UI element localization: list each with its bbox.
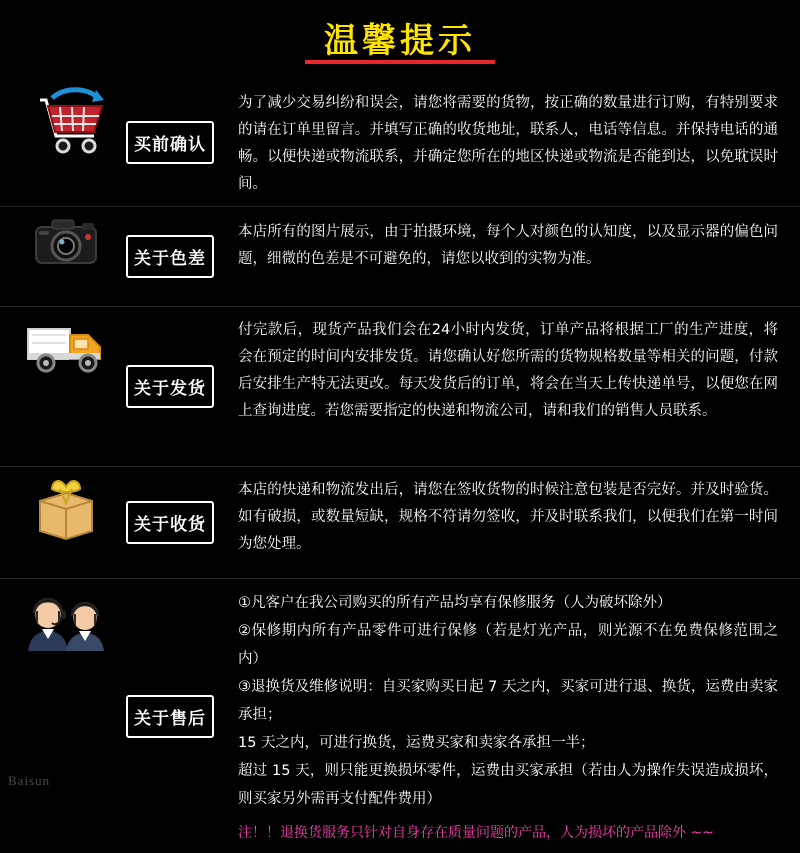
text-before-purchase [220, 84, 782, 198]
notice-row-before-purchase [0, 78, 800, 206]
text-color-difference [220, 213, 782, 273]
after-sales-line-1: ①凡客户在我公司购买的所有产品均享有保修服务（人为破坏除外） [238, 595, 672, 611]
label-text: 关于收货 [126, 501, 214, 544]
paragraph: 为了减少交易纠纷和误会，请您将需要的货物，按正确的数量进行订购，有特别要求的请在订单里留言。并填写正确的收货地址，联系人，电话等信息。并保持电话的通畅。以便快递或物流联系，并确定您所在的地区快递或物流是否能到达，以免耽误时间。 [238, 95, 778, 192]
notice-row-receiving [0, 466, 800, 578]
page-title: 温馨提示 [324, 20, 476, 61]
notice-row-after-sales [0, 578, 800, 853]
after-sales-line-4: 15 天之内，可进行换货，运费买家和卖家各承担一半； [238, 735, 595, 751]
text-receiving [220, 473, 782, 558]
text-after-sales [220, 585, 782, 847]
page-header [0, 0, 800, 78]
paragraph: 付完款后，现货产品我们会在24小时内发货，订单产品将根据工厂的生产进度，将会在预定的时间内安排发货。请您确认好您所需的货物规格数量等相关的问题，付款后安排生产特无法更改。每天发货后的订单，将会在当天上传快递单号，以便您在网上查询进度。若您需要指定的快递和物流公司，请和我们的销售人员联系。 [238, 322, 778, 419]
notice-row-color-difference [0, 206, 800, 306]
customer-service-icon [12, 585, 120, 653]
after-sales-line-3: ③退换货及维修说明：自买家购买日起 7 天之内，买家可进行退、换货，运费由卖家承担； [238, 679, 778, 723]
camera-icon [12, 213, 120, 275]
watermark: Baisun [8, 773, 51, 788]
delivery-truck-icon [12, 313, 120, 379]
label-before-purchase [120, 121, 220, 164]
label-shipping [120, 365, 220, 408]
after-sales-warning: 注！！退换货服务只针对自身存在质量问题的产品，人为损坏的产品除外 ~~ [238, 825, 714, 841]
package-box-icon [12, 473, 120, 543]
text-shipping [220, 313, 782, 425]
label-after-sales [120, 695, 220, 738]
shopping-cart-icon [12, 84, 120, 158]
title-underline [305, 60, 495, 64]
notice-row-shipping [0, 306, 800, 466]
label-receiving [120, 501, 220, 544]
label-color-difference [120, 235, 220, 278]
label-text: 关于售后 [126, 695, 214, 738]
after-sales-line-2: ②保修期内所有产品零件可进行保修（若是灯光产品，则光源不在免费保修范围之内） [238, 623, 778, 667]
paragraph: 本店所有的图片展示，由于拍摄环境，每个人对颜色的认知度，以及显示器的偏色问题，细微的色差是不可避免的，请您以收到的实物为准。 [238, 224, 778, 267]
paragraph: 本店的快递和物流发出后，请您在签收货物的时候注意包装是否完好。并及时验货。如有破损，或数量短缺，规格不符请勿签收，并及时联系我们，以便我们在第一时间为您处理。 [238, 482, 778, 552]
label-text: 关于色差 [126, 235, 214, 278]
label-text: 买前确认 [126, 121, 214, 164]
label-text: 关于发货 [126, 365, 214, 408]
after-sales-line-5: 超过 15 天，则只能更换损坏零件，运费由买家承担（若由人为操作失误造成损坏，则买家另外需再支付配件费用） [238, 763, 778, 807]
